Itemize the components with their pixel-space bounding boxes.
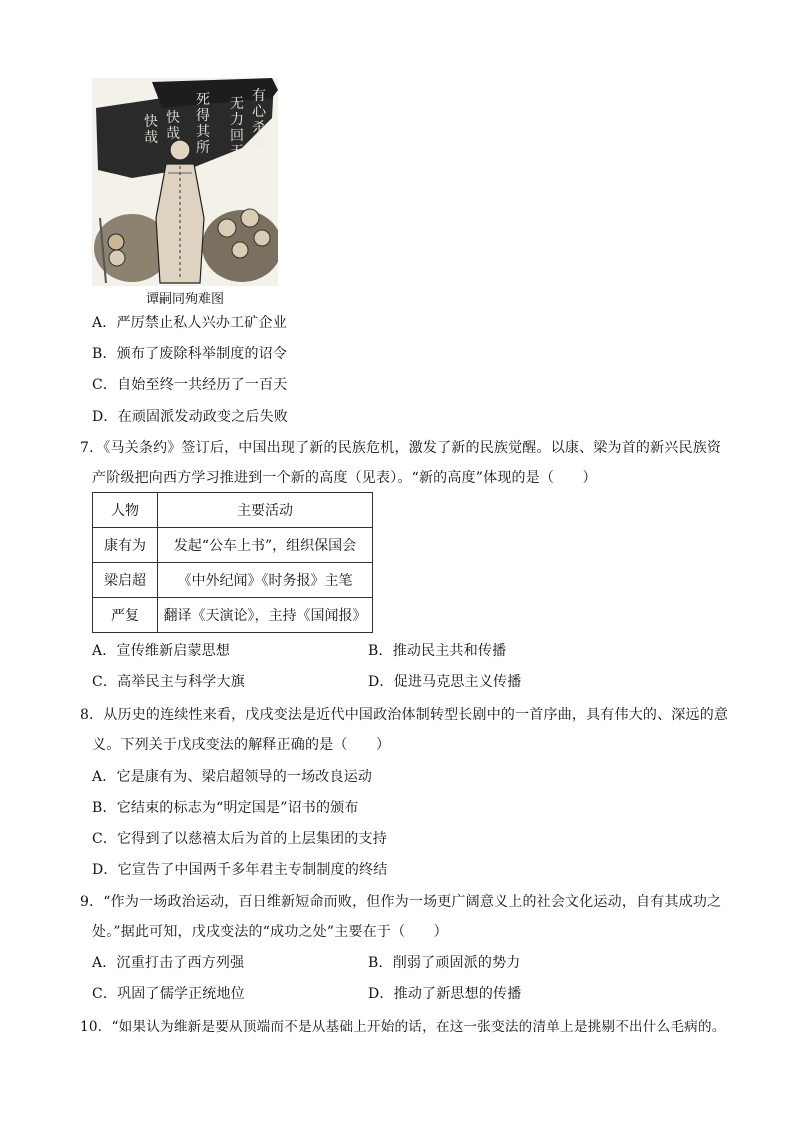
svg-text:得: 得	[196, 108, 210, 124]
q6-option-c: C．自始至终一共经历了一百天	[92, 377, 288, 393]
svg-text:快: 快	[166, 110, 180, 126]
table-header-row	[93, 493, 373, 528]
table-header-activity: 主要活动	[158, 493, 373, 528]
svg-text:力: 力	[230, 112, 244, 128]
table-cell-activity: 翻译《天演论》，主持《国闻报》	[158, 598, 373, 633]
calligraphy-col-1: 有	[252, 88, 266, 104]
svg-text:其: 其	[196, 124, 210, 140]
q7-option-b: B．推动民主共和传播	[368, 643, 507, 659]
q8-option-d: D．它宣告了中国两千多年君主专制制度的终结	[92, 862, 388, 878]
q7-option-a: A．宣传维新启蒙思想	[92, 643, 231, 659]
svg-text:杀: 杀	[252, 120, 266, 136]
q9-option-b: B．削弱了顽固派的势力	[368, 955, 521, 971]
q8-stem-line-2: 义。下列关于戊戌变法的解释正确的是（ ）	[92, 737, 391, 753]
q8-option-c: C．它得到了以慈禧太后为首的上层集团的支持	[92, 831, 387, 847]
table-cell-activity: 《中外纪闻》《时务报》主笔	[158, 563, 373, 598]
table-cell-activity: 发起“公车上书”，组织保国会	[158, 528, 373, 563]
q8-option-a: A．它是康有为、梁启超领导的一场改良运动	[92, 769, 373, 785]
q9-stem-line-1: 9．“作为一场政治运动，百日维新短命而败，但作为一场更广阔意义上的社会文化运动，自有其成功之	[80, 894, 722, 910]
q7-option-d: D．促进马克思主义传播	[368, 674, 522, 690]
svg-text:天: 天	[230, 144, 244, 160]
table-cell-person: 梁启超	[93, 563, 158, 598]
svg-text:死: 死	[196, 92, 210, 108]
table-header-person: 人物	[93, 493, 158, 528]
figure-caption: 谭嗣同殉难图	[145, 292, 224, 307]
q9-option-c: C．巩固了儒学正统地位	[92, 986, 245, 1002]
svg-text:所: 所	[196, 140, 210, 156]
q9-option-d: D．推动了新思想的传播	[368, 986, 522, 1002]
table-row	[93, 563, 373, 598]
table-row	[93, 528, 373, 563]
q7-table	[92, 492, 373, 633]
svg-text:哉: 哉	[144, 130, 158, 146]
svg-text:心: 心	[252, 104, 266, 120]
q8-stem-line-1: 8．从历史的连续性来看，戊戌变法是近代中国政治体制转型长剧中的一首序曲，具有伟大的、深远的意	[80, 707, 729, 723]
q7-stem-line-1: 7．《马关条约》签订后，中国出现了新的民族危机，激发了新的民族觉醒。以康、梁为首的新兴民族资	[80, 440, 722, 456]
q6-option-a: A．严厉禁止私人兴办工矿企业	[92, 315, 287, 331]
q8-option-b: B．它结束的标志为“明定国是”诏书的颁布	[92, 800, 359, 816]
q9-option-a: A．沉重打击了西方列强	[92, 955, 245, 971]
q10-stem-line-1: 10．“如果认为维新是要从顶端而不是从基础上开始的话，在这一张变法的清单上是挑剔不出什么毛病的。	[80, 1019, 726, 1035]
table-cell-person: 严复	[93, 598, 158, 633]
table-cell-person: 康有为	[93, 528, 158, 563]
svg-text:快: 快	[144, 114, 158, 130]
svg-text:无: 无	[230, 96, 244, 112]
q9-stem-line-2: 处。”据此可知，戊戌变法的“成功之处”主要在于（ ）	[92, 924, 448, 940]
svg-text:回: 回	[230, 128, 244, 144]
q6-option-d: D．在顽固派发动政变之后失败	[92, 409, 289, 425]
q7-option-c: C．高举民主与科学大旗	[92, 674, 245, 690]
svg-text:贼: 贼	[252, 136, 266, 152]
q7-stem-line-2: 产阶级把向西方学习推进到一个新的高度（见表）。“新的高度”体现的是（ ）	[92, 470, 597, 486]
table-row	[93, 598, 373, 633]
tan-sitong-martyrdom-illustration	[92, 78, 278, 286]
svg-text:哉: 哉	[166, 126, 180, 142]
q6-option-b: B．颁布了废除科举制度的诏令	[92, 346, 288, 362]
